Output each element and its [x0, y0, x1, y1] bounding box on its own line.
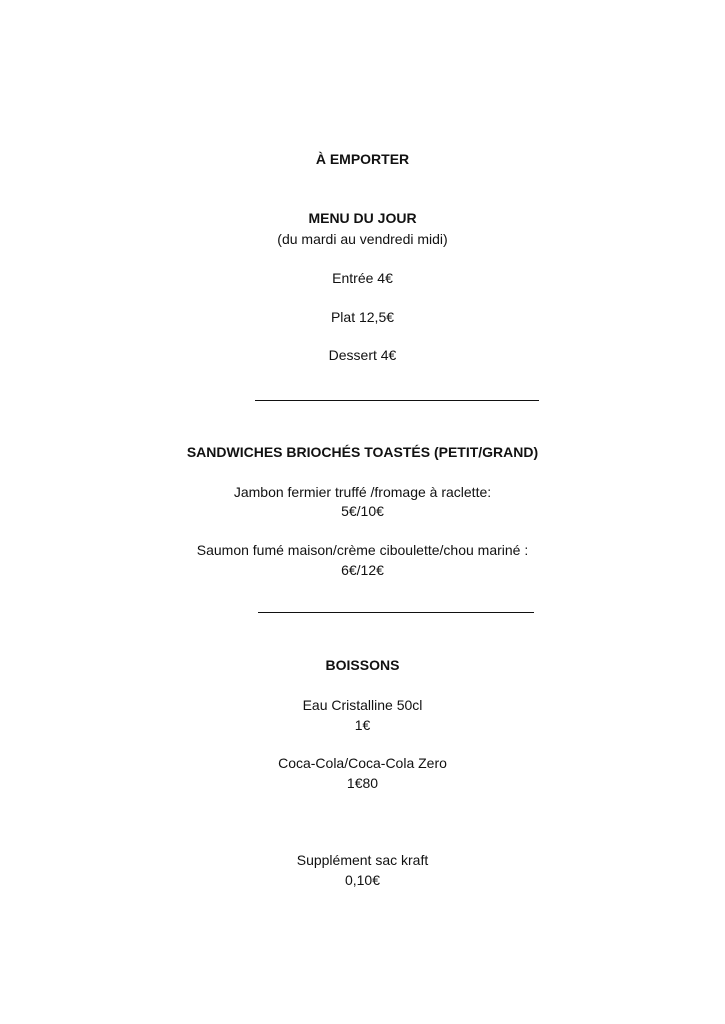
menu-item-dessert: Dessert 4€ [328, 347, 397, 363]
sandwich-1-price: 5€/10€ [341, 503, 384, 519]
separator-2 [258, 612, 534, 613]
menu-du-jour-heading: MENU DU JOUR [308, 210, 417, 226]
supplement-price: 0,10€ [344, 872, 381, 888]
menu-du-jour-subtitle: (du mardi au vendredi midi) [277, 231, 448, 247]
sandwiches-heading: SANDWICHES BRIOCHÉS TOASTÉS (PETIT/GRAND) [186, 444, 539, 460]
sandwich-2-name: Saumon fumé maison/crème ciboulette/chou mariné : [196, 542, 529, 558]
boisson-2-name: Coca-Cola/Coca-Cola Zero [278, 755, 447, 771]
page-title: À EMPORTER [315, 151, 410, 167]
boisson-2-price: 1€80 [346, 775, 379, 791]
menu-item-entree: Entrée 4€ [332, 270, 393, 286]
sandwich-2-price: 6€/12€ [341, 562, 384, 578]
boisson-1-name: Eau Cristalline 50cl [302, 697, 423, 713]
boissons-heading: BOISSONS [325, 657, 400, 673]
menu-item-plat: Plat 12,5€ [330, 309, 395, 325]
boisson-1-price: 1€ [354, 717, 371, 733]
supplement-name: Supplément sac kraft [296, 852, 429, 868]
sandwich-1-name: Jambon fermier truffé /fromage à raclette: [233, 484, 492, 500]
separator-1 [255, 400, 539, 401]
